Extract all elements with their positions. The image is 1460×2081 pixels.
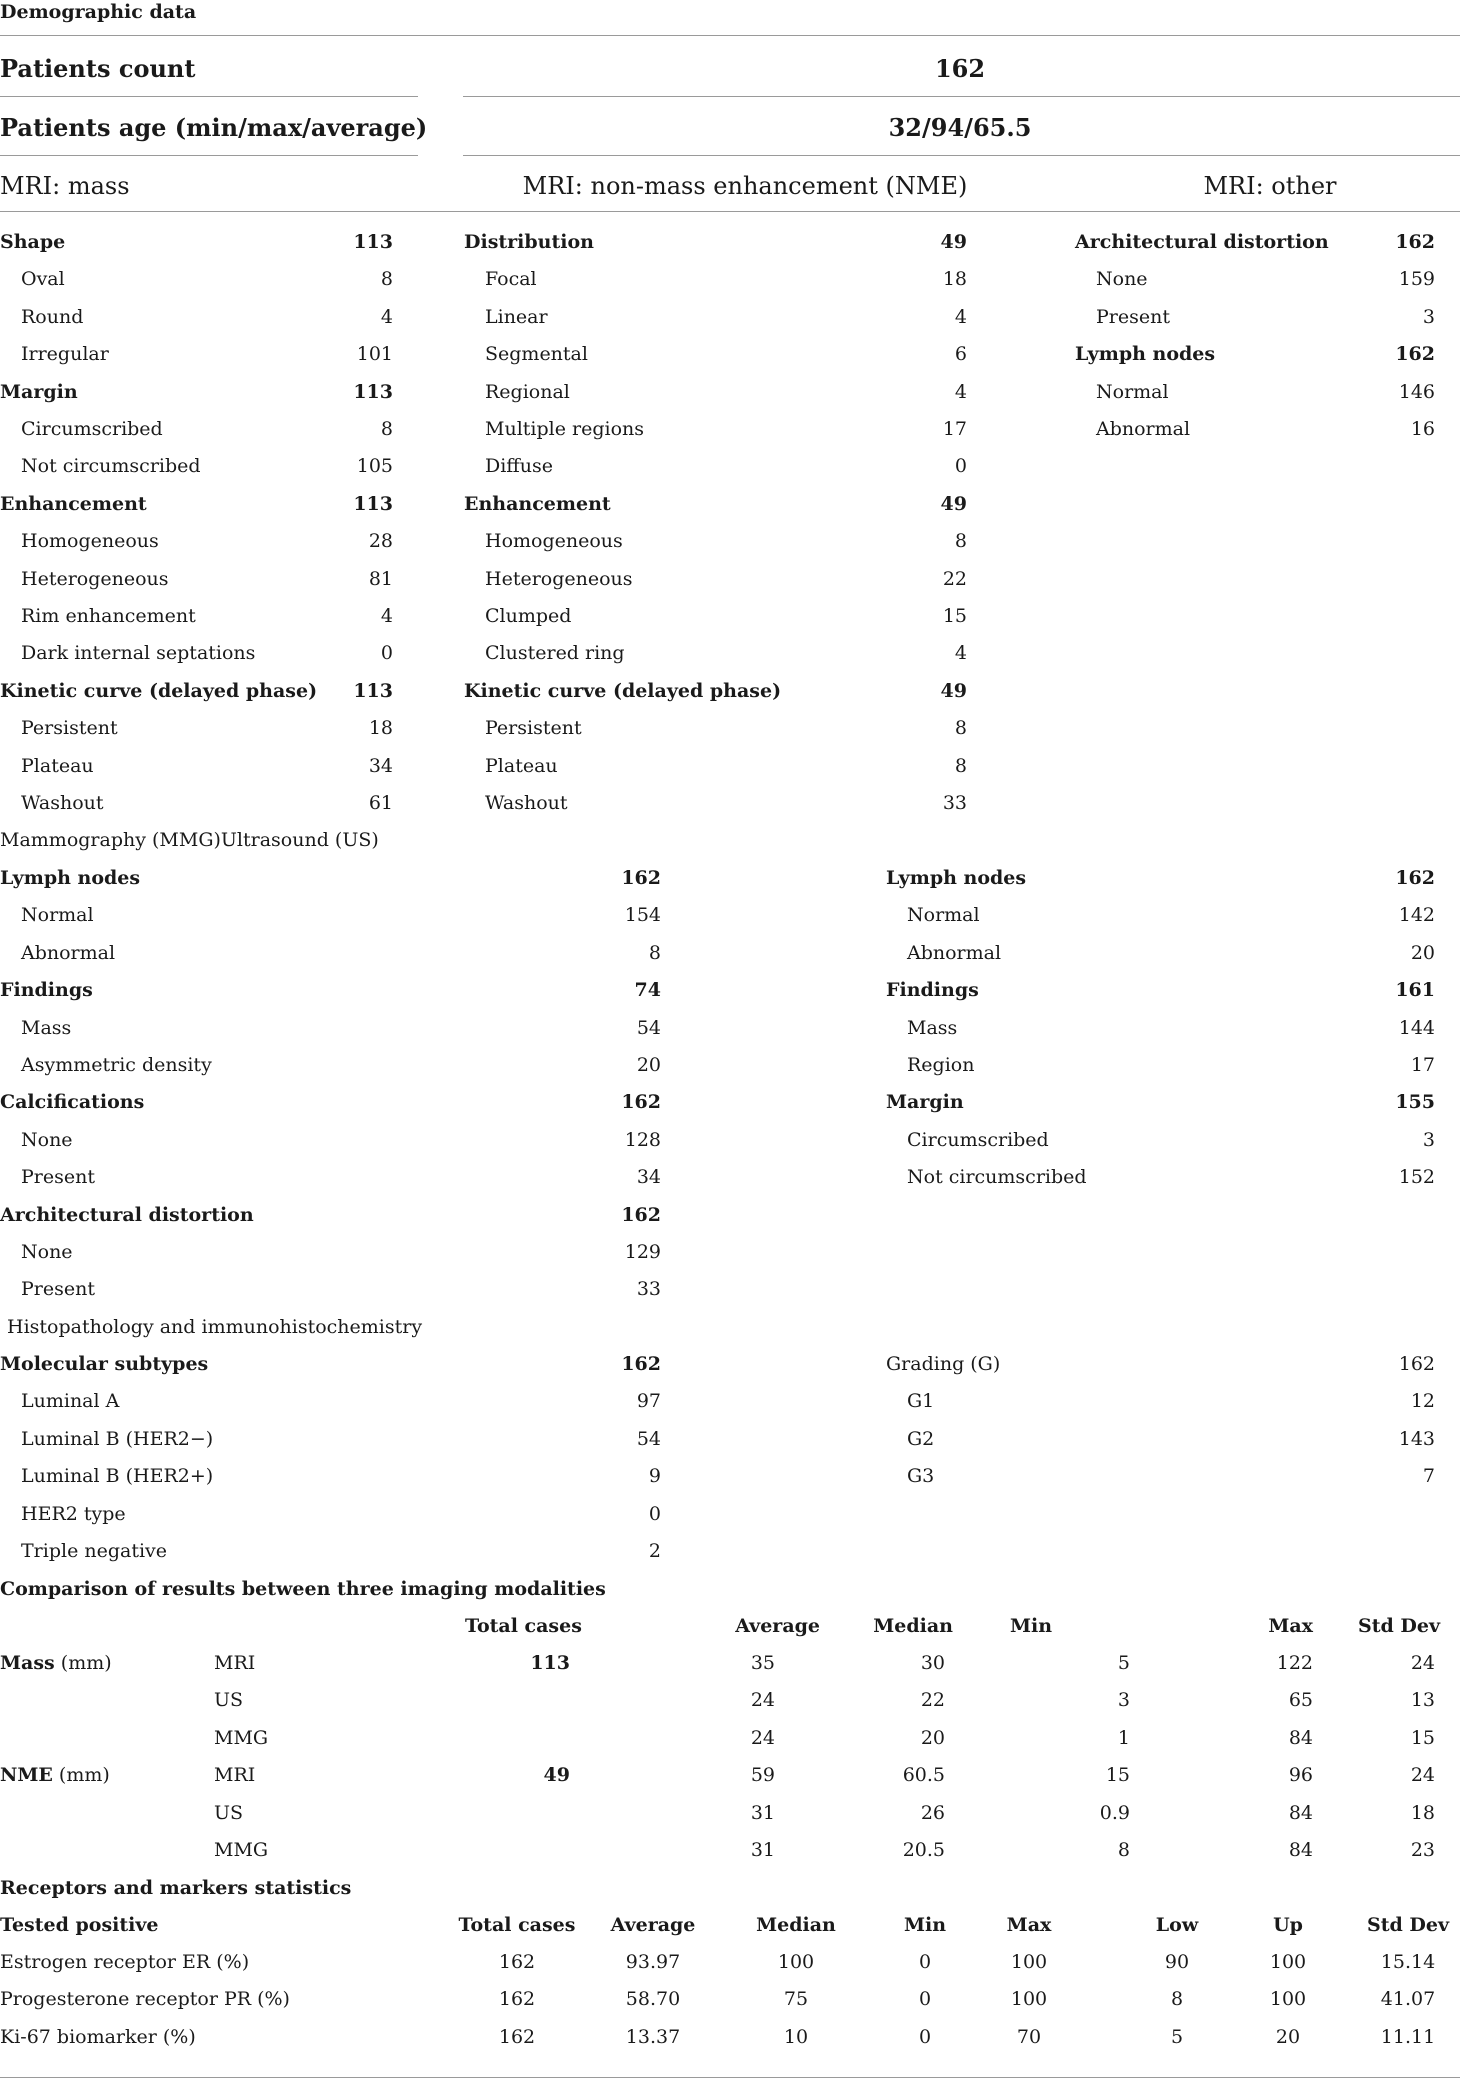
receptor-value-cell: 93.97	[625, 1951, 681, 1973]
std-dev-cell: 24	[1410, 1652, 1435, 1674]
column-header: Max	[1268, 1615, 1313, 1637]
stat-item-value: 54	[636, 1428, 661, 1450]
stat-item-label: Normal	[907, 904, 980, 926]
stat-item-label: Persistent	[21, 717, 118, 739]
stat-item-value: 4	[954, 642, 967, 664]
receptor-value-cell: 100	[1269, 1951, 1307, 1973]
receptor-value-cell: 0	[918, 1988, 932, 2010]
stat-item-label: Present	[21, 1166, 95, 1188]
min-cell: 8	[1117, 1839, 1130, 1861]
stat-item-value: 16	[1410, 418, 1435, 440]
stat-item-value: 3	[1422, 1129, 1435, 1151]
stat-item-label: Round	[21, 306, 84, 328]
group-label	[0, 1766, 110, 1785]
stat-item-value: 7	[1422, 1465, 1435, 1487]
average-cell: 24	[750, 1689, 775, 1711]
stat-item-label: G2	[907, 1428, 935, 1450]
stat-item-value: 8	[380, 268, 393, 290]
patients-age-label: Patients age (min/max/average)	[0, 113, 428, 142]
stat-group-label: Findings	[0, 979, 93, 1001]
stat-item-value: 8	[380, 418, 393, 440]
stat-item-label: Heterogeneous	[21, 568, 169, 590]
stat-item-value: 4	[954, 306, 967, 328]
receptor-value-cell: 75	[783, 1988, 809, 2010]
stat-group-label: Lymph nodes	[886, 867, 1027, 889]
stat-group-label: Lymph nodes	[1075, 343, 1216, 365]
stat-item-label: Abnormal	[1096, 418, 1191, 440]
stat-item-label: None	[21, 1129, 73, 1151]
receptor-label: Ki-67 biomarker (%)	[0, 2026, 196, 2048]
modality-label: US	[214, 1689, 244, 1711]
stat-group-value: 162	[1398, 1353, 1435, 1375]
receptor-value-cell: 13.37	[625, 2026, 681, 2048]
receptor-value-cell: 10	[783, 2026, 809, 2048]
stat-item-value: 4	[380, 605, 393, 627]
median-cell: 60.5	[902, 1764, 945, 1786]
total-cases-cell: 49	[543, 1764, 570, 1786]
mri-nme-heading: MRI: non-mass enhancement (NME)	[522, 172, 968, 200]
min-cell: 1	[1117, 1727, 1130, 1749]
stat-group-label: Margin	[0, 381, 78, 403]
stat-item-label: Triple negative	[21, 1540, 168, 1562]
stat-item-value: 97	[636, 1390, 661, 1412]
stat-item-label: Regional	[485, 381, 570, 403]
stat-item-value: 0	[954, 455, 967, 477]
stat-item-label: G1	[907, 1390, 935, 1412]
stat-item-value: 2	[648, 1540, 661, 1562]
stat-item-value: 54	[636, 1017, 661, 1039]
stat-item-label: Diffuse	[485, 455, 554, 477]
stat-group-value: 162	[1395, 867, 1435, 889]
average-cell: 31	[750, 1802, 775, 1824]
receptor-value-cell: 100	[1269, 1988, 1307, 2010]
stat-item-value: 6	[954, 343, 967, 365]
stat-item-value: 18	[942, 268, 967, 290]
max-cell: 65	[1288, 1689, 1313, 1711]
stat-group-label: Enhancement	[0, 493, 147, 515]
stat-group-label: Kinetic curve (delayed phase)	[0, 680, 318, 702]
max-cell: 96	[1288, 1764, 1313, 1786]
stat-group-label: Molecular subtypes	[0, 1353, 209, 1375]
stat-group-value: 161	[1395, 979, 1435, 1001]
table-title: Demographic data	[0, 1, 197, 23]
std-dev-cell: 18	[1410, 1802, 1435, 1824]
stat-item-label: Present	[21, 1278, 95, 1300]
stat-item-label: Abnormal	[21, 942, 116, 964]
receptor-label: Estrogen receptor ER (%)	[0, 1951, 250, 1973]
stat-group-value: 49	[940, 680, 967, 702]
column-header: Average	[735, 1615, 820, 1637]
stat-item-label: Abnormal	[907, 942, 1002, 964]
stat-item-value: 142	[1398, 904, 1435, 926]
stat-item-label: Plateau	[485, 755, 558, 777]
stat-group-label: Grading (G)	[886, 1353, 1001, 1375]
stat-item-value: 0	[380, 642, 393, 664]
mmg-us-heading: Mammography (MMG)Ultrasound (US)	[0, 829, 379, 851]
patients-age-value: 32/94/65.5	[888, 113, 1032, 142]
median-cell: 30	[920, 1652, 945, 1674]
receptor-value-cell: 0	[918, 1951, 932, 1973]
receptor-value-cell: 162	[498, 2026, 536, 2048]
stat-item-value: 3	[1422, 306, 1435, 328]
column-header: Max	[1006, 1914, 1052, 1936]
median-cell: 20.5	[902, 1839, 945, 1861]
max-cell: 122	[1276, 1652, 1313, 1674]
std-dev-cell: 24	[1410, 1764, 1435, 1786]
stat-item-label: Clustered ring	[485, 642, 625, 664]
modality-label: MRI	[214, 1652, 256, 1674]
mri-other-heading: MRI: other	[1203, 172, 1337, 200]
stat-group-label: Enhancement	[464, 493, 611, 515]
receptor-value-cell: 20	[1275, 2026, 1301, 2048]
divider	[0, 2077, 1460, 2078]
receptor-value-cell: 11.11	[1380, 2026, 1436, 2048]
stat-group-label: Kinetic curve (delayed phase)	[464, 680, 782, 702]
max-cell: 84	[1288, 1727, 1313, 1749]
max-cell: 84	[1288, 1839, 1313, 1861]
stat-item-label: Homogeneous	[21, 530, 159, 552]
column-header: Min	[903, 1914, 947, 1936]
stat-group-value: 162	[1395, 343, 1435, 365]
stat-item-value: 144	[1398, 1017, 1435, 1039]
stat-item-label: Region	[907, 1054, 975, 1076]
modality-label: MRI	[214, 1764, 256, 1786]
stat-item-label: Normal	[1096, 381, 1169, 403]
receptor-value-cell: 100	[1010, 1951, 1048, 1973]
average-cell: 24	[750, 1727, 775, 1749]
stat-item-label: Not circumscribed	[21, 455, 201, 477]
stat-item-value: 101	[356, 343, 393, 365]
stat-group-label: Architectural distortion	[1075, 231, 1329, 253]
divider	[463, 96, 1460, 97]
stat-item-value: 8	[954, 530, 967, 552]
std-dev-cell: 23	[1410, 1839, 1435, 1861]
average-cell: 31	[750, 1839, 775, 1861]
stat-item-value: 8	[648, 942, 661, 964]
min-cell: 5	[1117, 1652, 1130, 1674]
stat-group-label: Calcifications	[0, 1091, 145, 1113]
column-header: Up	[1273, 1914, 1303, 1936]
stat-item-value: 33	[636, 1278, 661, 1300]
column-header: Total cases	[465, 1615, 582, 1637]
stat-item-value: 18	[368, 717, 393, 739]
stat-item-label: None	[1096, 268, 1148, 290]
stat-group-label: Architectural distortion	[0, 1204, 254, 1226]
group-name: NME	[0, 1764, 53, 1786]
stat-item-label: G3	[907, 1465, 935, 1487]
stat-item-label: Segmental	[485, 343, 588, 365]
stat-item-value: 20	[636, 1054, 661, 1076]
receptor-value-cell: 5	[1170, 2026, 1184, 2048]
median-cell: 22	[920, 1689, 945, 1711]
divider	[0, 35, 1460, 36]
stat-item-value: 129	[624, 1241, 661, 1263]
stat-group-value: 113	[353, 680, 393, 702]
stat-item-label: Clumped	[485, 605, 572, 627]
stat-item-value: 33	[942, 792, 967, 814]
stat-item-value: 28	[368, 530, 393, 552]
stat-item-value: 9	[648, 1465, 661, 1487]
average-cell: 59	[750, 1764, 775, 1786]
stat-item-label: Washout	[485, 792, 568, 814]
stat-item-label: Asymmetric density	[21, 1054, 212, 1076]
stat-item-label: HER2 type	[21, 1503, 126, 1525]
patients-count-value: 162	[934, 54, 986, 83]
stat-item-label: None	[21, 1241, 73, 1263]
stat-item-label: Homogeneous	[485, 530, 623, 552]
stat-group-value: 162	[621, 1204, 661, 1226]
group-name: Mass	[0, 1652, 55, 1674]
receptor-value-cell: 100	[1010, 1988, 1048, 2010]
stat-item-label: Circumscribed	[21, 418, 163, 440]
stat-item-label: Focal	[485, 268, 537, 290]
stat-group-value: 155	[1395, 1091, 1435, 1113]
stat-item-label: Mass	[907, 1017, 958, 1039]
divider	[463, 155, 1460, 156]
column-header: Median	[756, 1914, 836, 1936]
stat-group-value: 113	[353, 493, 393, 515]
stat-item-label: Irregular	[21, 343, 109, 365]
stat-item-value: 17	[1410, 1054, 1435, 1076]
stat-item-value: 146	[1398, 381, 1435, 403]
stat-item-value: 15	[942, 605, 967, 627]
column-header: Std Dev	[1366, 1914, 1449, 1936]
stat-item-value: 159	[1398, 268, 1435, 290]
column-header: Average	[610, 1914, 696, 1936]
column-header: Min	[1010, 1615, 1053, 1637]
median-cell: 26	[920, 1802, 945, 1824]
stat-item-value: 4	[954, 381, 967, 403]
stat-item-value: 61	[368, 792, 393, 814]
receptor-value-cell: 41.07	[1380, 1988, 1436, 2010]
column-header: Std Dev	[1357, 1615, 1440, 1637]
stat-item-value: 20	[1410, 942, 1435, 964]
average-cell: 35	[750, 1652, 775, 1674]
stat-item-label: Multiple regions	[485, 418, 644, 440]
median-cell: 20	[920, 1727, 945, 1749]
receptor-value-cell: 8	[1170, 1988, 1184, 2010]
column-header: Total cases	[458, 1914, 576, 1936]
receptor-value-cell: 162	[498, 1951, 536, 1973]
stat-group-value: 162	[1395, 231, 1435, 253]
stat-item-label: Circumscribed	[907, 1129, 1049, 1151]
receptor-value-cell: 100	[777, 1951, 815, 1973]
stat-item-value: 4	[380, 306, 393, 328]
stat-item-label: Plateau	[21, 755, 94, 777]
stat-item-value: 105	[356, 455, 393, 477]
std-dev-cell: 13	[1410, 1689, 1435, 1711]
receptor-value-cell: 0	[918, 2026, 932, 2048]
stat-item-label: Heterogeneous	[485, 568, 633, 590]
receptor-value-cell: 90	[1164, 1951, 1190, 1973]
column-header: Median	[873, 1615, 953, 1637]
stat-item-label: Persistent	[485, 717, 582, 739]
receptor-value-cell: 162	[498, 1988, 536, 2010]
histo-heading: Histopathology and immunohistochemistry	[7, 1316, 423, 1338]
max-cell: 84	[1288, 1802, 1313, 1824]
stat-group-value: 162	[621, 1091, 661, 1113]
patients-count-label: Patients count	[0, 54, 196, 83]
stat-item-label: Normal	[21, 904, 94, 926]
receptor-value-cell: 70	[1016, 2026, 1042, 2048]
stat-item-value: 128	[624, 1129, 661, 1151]
receptors-heading: Receptors and markers statistics	[0, 1877, 352, 1899]
receptor-value-cell: 15.14	[1380, 1951, 1436, 1973]
stat-item-label: Oval	[21, 268, 65, 290]
min-cell: 15	[1105, 1764, 1130, 1786]
stat-item-value: 143	[1398, 1428, 1435, 1450]
stat-group-value: 113	[353, 381, 393, 403]
min-cell: 0.9	[1099, 1802, 1130, 1824]
group-unit: (mm)	[52, 1764, 110, 1786]
stat-group-value: 74	[634, 979, 661, 1001]
stat-group-label: Distribution	[464, 231, 594, 253]
stat-item-label: Not circumscribed	[907, 1166, 1087, 1188]
stat-group-value: 49	[940, 493, 967, 515]
modality-label: MMG	[214, 1839, 269, 1861]
stat-item-label: Present	[1096, 306, 1170, 328]
stat-item-value: 22	[942, 568, 967, 590]
divider	[0, 96, 418, 97]
stat-item-value: 12	[1410, 1390, 1435, 1412]
stat-item-value: 154	[624, 904, 661, 926]
stat-item-value: 0	[648, 1503, 661, 1525]
modality-label: MMG	[214, 1727, 269, 1749]
stat-item-label: Luminal B (HER2−)	[21, 1428, 214, 1450]
std-dev-cell: 15	[1410, 1727, 1435, 1749]
group-unit: (mm)	[54, 1652, 112, 1674]
stat-group-value: 162	[621, 1353, 661, 1375]
comparison-heading: Comparison of results between three imaging modalities	[0, 1578, 606, 1600]
min-cell: 3	[1117, 1689, 1130, 1711]
receptor-value-cell: 58.70	[625, 1988, 681, 2010]
stat-group-value: 113	[353, 231, 393, 253]
group-label	[0, 1654, 112, 1673]
stat-item-label: Washout	[21, 792, 104, 814]
stat-item-label: Mass	[21, 1017, 72, 1039]
stat-item-label: Rim enhancement	[21, 605, 196, 627]
stat-item-value: 152	[1398, 1166, 1435, 1188]
stat-group-value: 49	[940, 231, 967, 253]
modality-label: US	[214, 1802, 244, 1824]
stat-item-value: 81	[368, 568, 393, 590]
stat-item-label: Luminal A	[21, 1390, 120, 1412]
stat-group-label: Lymph nodes	[0, 867, 141, 889]
stat-item-value: 17	[942, 418, 967, 440]
stat-item-label: Linear	[485, 306, 548, 328]
stat-group-value: 162	[621, 867, 661, 889]
receptor-label: Progesterone receptor PR (%)	[0, 1988, 290, 2010]
stat-item-value: 8	[954, 755, 967, 777]
column-header: Low	[1155, 1914, 1199, 1936]
stat-group-label: Findings	[886, 979, 979, 1001]
stat-item-label: Luminal B (HER2+)	[21, 1465, 214, 1487]
column-header: Tested positive	[0, 1914, 159, 1936]
stat-item-value: 34	[636, 1166, 661, 1188]
stat-item-label: Dark internal septations	[21, 642, 256, 664]
total-cases-cell: 113	[530, 1652, 570, 1674]
divider	[0, 155, 418, 156]
stat-group-label: Shape	[0, 231, 66, 253]
stat-item-value: 8	[954, 717, 967, 739]
divider	[0, 211, 1460, 212]
stat-group-label: Margin	[886, 1091, 964, 1113]
mri-mass-heading: MRI: mass	[0, 172, 130, 200]
stat-item-value: 34	[368, 755, 393, 777]
